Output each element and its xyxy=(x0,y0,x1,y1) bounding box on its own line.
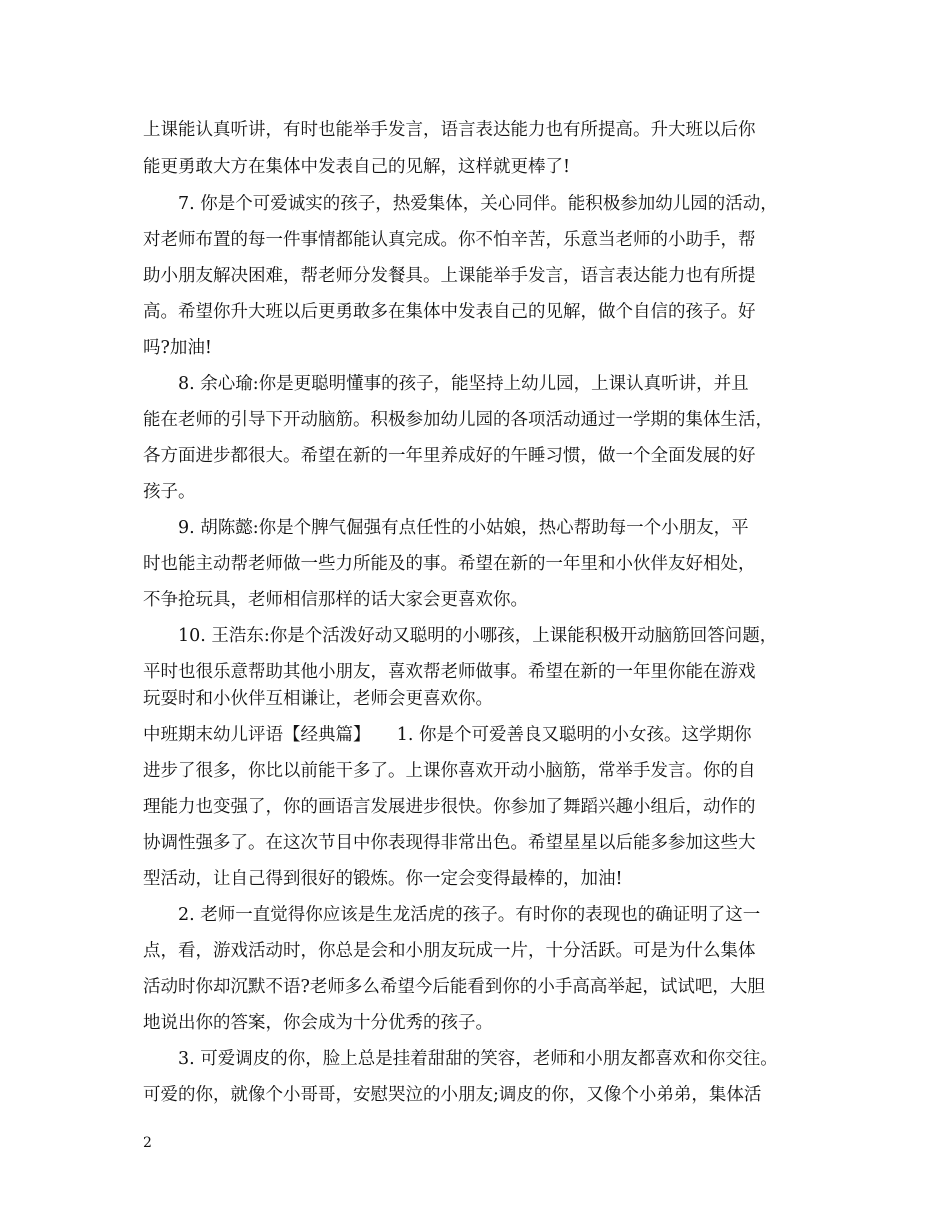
text-line: 3. 可爱调皮的你，脸上总是挂着甜甜的笑容，老师和小朋友都喜欢和你交往。 xyxy=(143,1049,778,1069)
page-number: 2 xyxy=(143,1135,152,1151)
text-line: 活动时你却沉默不语?老师多么希望今后能看到你的小手高高举起，试试吧，大胆 xyxy=(143,977,765,997)
text-line: 吗?加油! xyxy=(143,338,212,358)
text-line: 2. 老师一直觉得你应该是生龙活虎的孩子。有时你的表现也的确证明了这一 xyxy=(143,905,761,925)
text-line: 协调性强多了。在这次节目中你表现得非常出色。希望星星以后能多参加这些大 xyxy=(143,833,756,853)
text-line: 中班期末幼儿评语【经典篇】 1. 你是个可爱善良又聪明的小女孩。这学期你 xyxy=(143,725,752,745)
text-line: 点，看，游戏活动时，你总是会和小朋友玩成一片，十分活跃。可是为什么集体 xyxy=(143,941,756,961)
text-line: 型活动，让自己得到很好的锻炼。你一定会变得最棒的，加油! xyxy=(143,869,623,889)
text-line: 可爱的你，就像个小哥哥，安慰哭泣的小朋友;调皮的你，又像个小弟弟，集体活 xyxy=(143,1085,762,1105)
text-line: 不争抢玩具，老师相信那样的话大家会更喜欢你。 xyxy=(143,590,528,610)
text-line: 平时也很乐意帮助其他小朋友，喜欢帮老师做事。希望在新的一年里你能在游戏 xyxy=(143,662,756,682)
text-line: 玩耍时和小伙伴互相谦让，老师会更喜欢你。 xyxy=(143,689,493,709)
text-line: 高。希望你升大班以后更勇敢多在集体中发表自己的见解，做个自信的孩子。好 xyxy=(143,302,756,322)
text-line: 孩子。 xyxy=(143,482,196,502)
text-line: 能更勇敢大方在集体中发表自己的见解，这样就更棒了! xyxy=(143,157,571,177)
text-line: 地说出你的答案，你会成为十分优秀的孩子。 xyxy=(143,1013,493,1033)
text-line: 上课能认真听讲，有时也能举手发言，语言表达能力也有所提高。升大班以后你 xyxy=(143,120,756,140)
text-line: 进步了很多，你比以前能干多了。上课你喜欢开动小脑筋，常举手发言。你的自 xyxy=(143,761,756,781)
text-line: 7. 你是个可爱诚实的孩子，热爱集体，关心同伴。能积极参加幼儿园的活动， xyxy=(143,194,778,214)
text-line: 理能力也变强了，你的画语言发展进步很快。你参加了舞蹈兴趣小组后，动作的 xyxy=(143,797,756,817)
text-line: 8. 余心瑜:你是更聪明懂事的孩子，能坚持上幼儿园，上课认真听讲，并且 xyxy=(143,374,749,394)
text-line: 10. 王浩东:你是个活泼好动又聪明的小哪孩，上课能积极开动脑筋回答问题， xyxy=(143,626,778,646)
text-line: 助小朋友解决困难，帮老师分发餐具。上课能举手发言，语言表达能力也有所提 xyxy=(143,266,756,286)
text-line: 能在老师的引导下开动脑筋。积极参加幼儿园的各项活动通过一学期的集体生活， xyxy=(143,410,773,430)
text-line: 对老师布置的每一件事情都能认真完成。你不怕辛苦，乐意当老师的小助手，帮 xyxy=(143,230,756,250)
text-line: 各方面进步都很大。希望在新的一年里养成好的午睡习惯，做一个全面发展的好 xyxy=(143,446,756,466)
text-line: 9. 胡陈懿:你是个脾气倔强有点任性的小姑娘，热心帮助每一个小朋友，平 xyxy=(143,518,749,538)
text-line: 时也能主动帮老师做一些力所能及的事。希望在新的一年里和小伙伴友好相处， xyxy=(143,554,756,574)
